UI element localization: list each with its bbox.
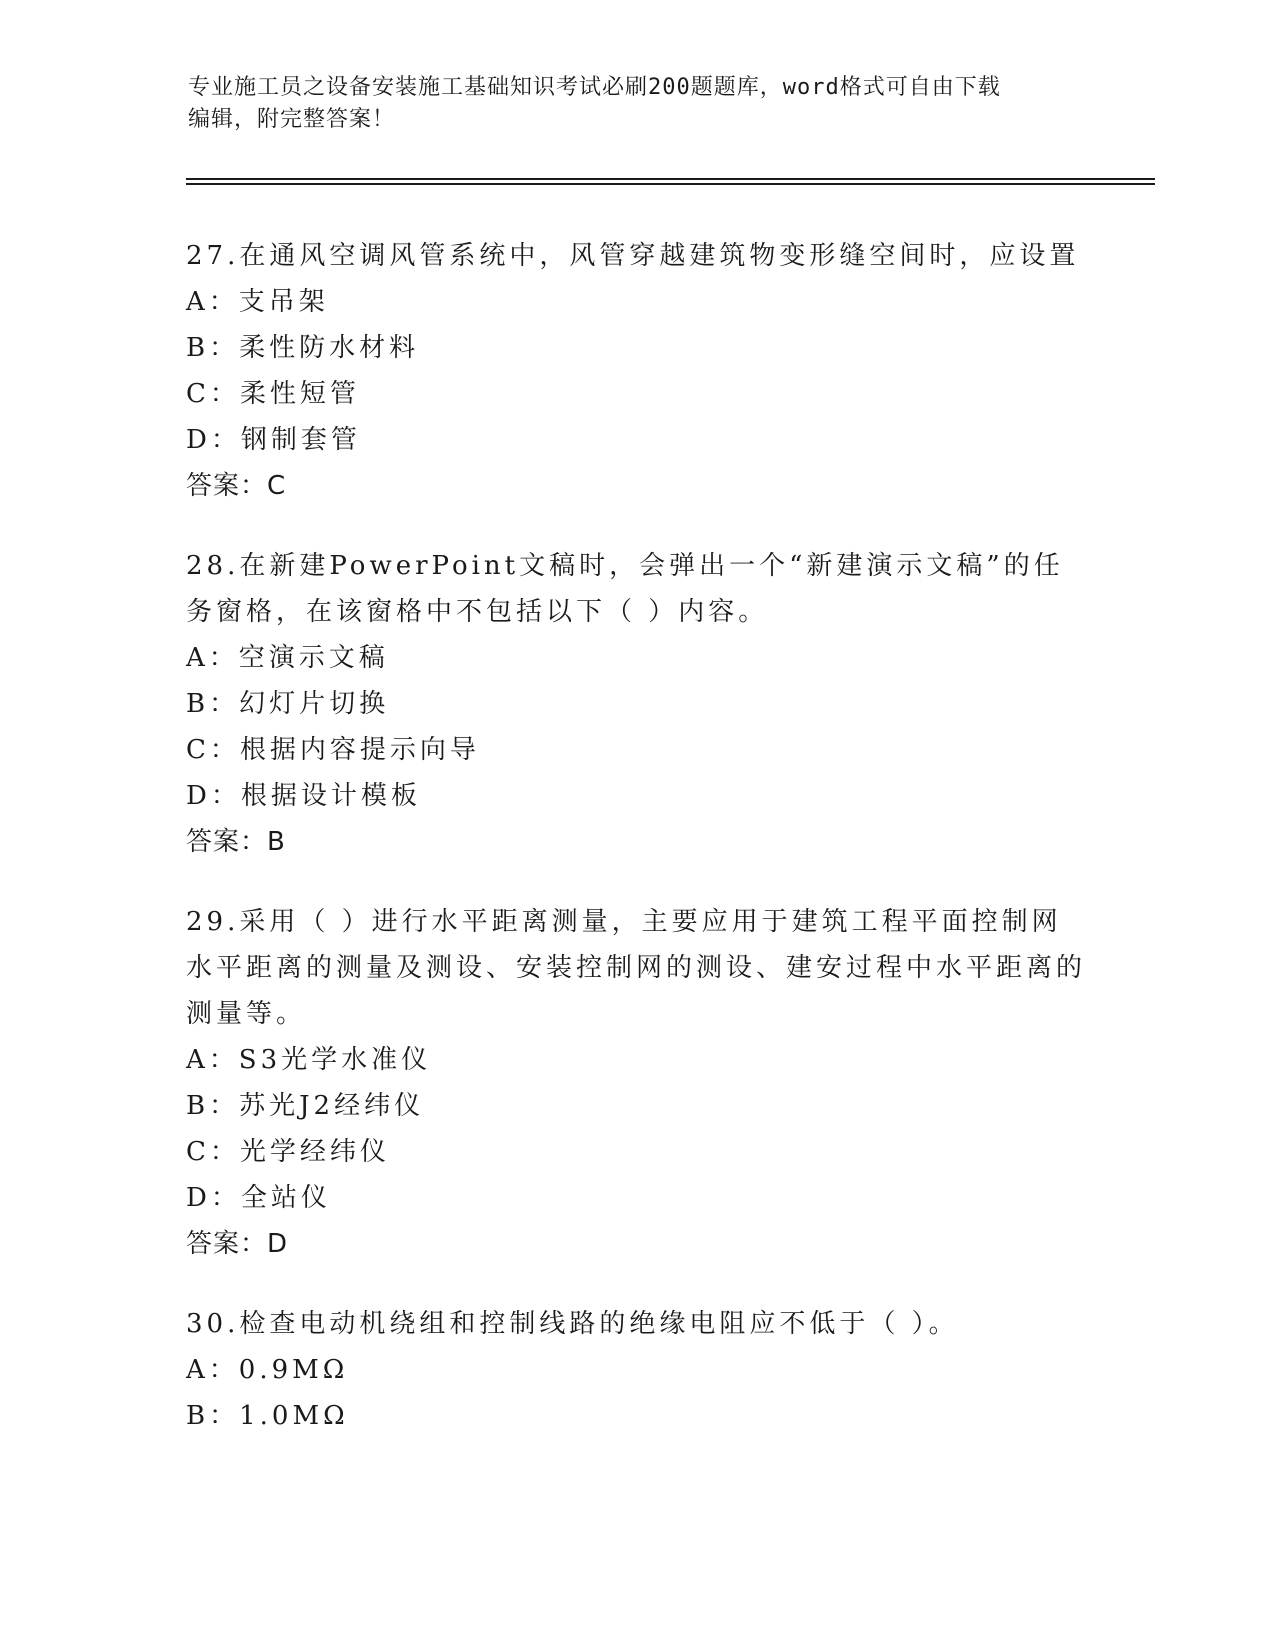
option-c: C：光学经纬仪 <box>186 1137 390 1167</box>
option-b: B：1.0MΩ <box>186 1401 349 1431</box>
option-a: A：S3光学水准仪 <box>186 1045 432 1075</box>
question-stem: 27.在通风空调风管系统中，风管穿越建筑物变形缝空间时，应设置 <box>186 241 1080 271</box>
option-b: B：幻灯片切换 <box>186 689 390 719</box>
header-divider-bottom <box>186 183 1155 185</box>
option-d: D：全站仪 <box>186 1183 331 1213</box>
option-b: B：苏光J2经纬仪 <box>186 1091 425 1121</box>
question-stem: 30.检查电动机绕组和控制线路的绝缘电阻应不低于（ ）。 <box>186 1309 959 1339</box>
question-stem: 29.采用（ ）进行水平距离测量，主要应用于建筑工程平面控制网水平距离的测量及测设、安装控制网的测设、建安过程中水平距离的测量等。 <box>186 907 1087 1029</box>
document-header <box>188 72 1088 136</box>
header-title-line-2: 编辑，附完整答案！ <box>188 107 396 132</box>
question-30 <box>186 1301 1086 1439</box>
question-28 <box>186 543 1086 865</box>
header-title-line-1: 专业施工员之设备安装施工基础知识考试必刷200题题库，word格式可自由下载 <box>188 75 1001 100</box>
option-c: C：根据内容提示向导 <box>186 735 480 765</box>
option-d: D：钢制套管 <box>186 425 361 455</box>
header-divider-top <box>186 178 1155 180</box>
option-a: A：空演示文稿 <box>186 643 389 673</box>
question-29 <box>186 899 1086 1267</box>
option-a: A：支吊架 <box>186 287 329 317</box>
question-27 <box>186 233 1086 509</box>
answer-text: 答案：C <box>186 471 287 501</box>
question-list <box>186 233 1086 1473</box>
option-a: A：0.9MΩ <box>186 1355 349 1385</box>
answer-text: 答案：D <box>186 1229 289 1259</box>
question-stem: 28.在新建PowerPoint文稿时，会弹出一个“新建演示文稿”的任务窗格，在该窗格中不包括以下（ ）内容。 <box>186 551 1064 627</box>
answer-text: 答案：B <box>186 827 286 857</box>
option-d: D：根据设计模板 <box>186 781 421 811</box>
option-c: C：柔性短管 <box>186 379 360 409</box>
option-b: B：柔性防水材料 <box>186 333 420 363</box>
